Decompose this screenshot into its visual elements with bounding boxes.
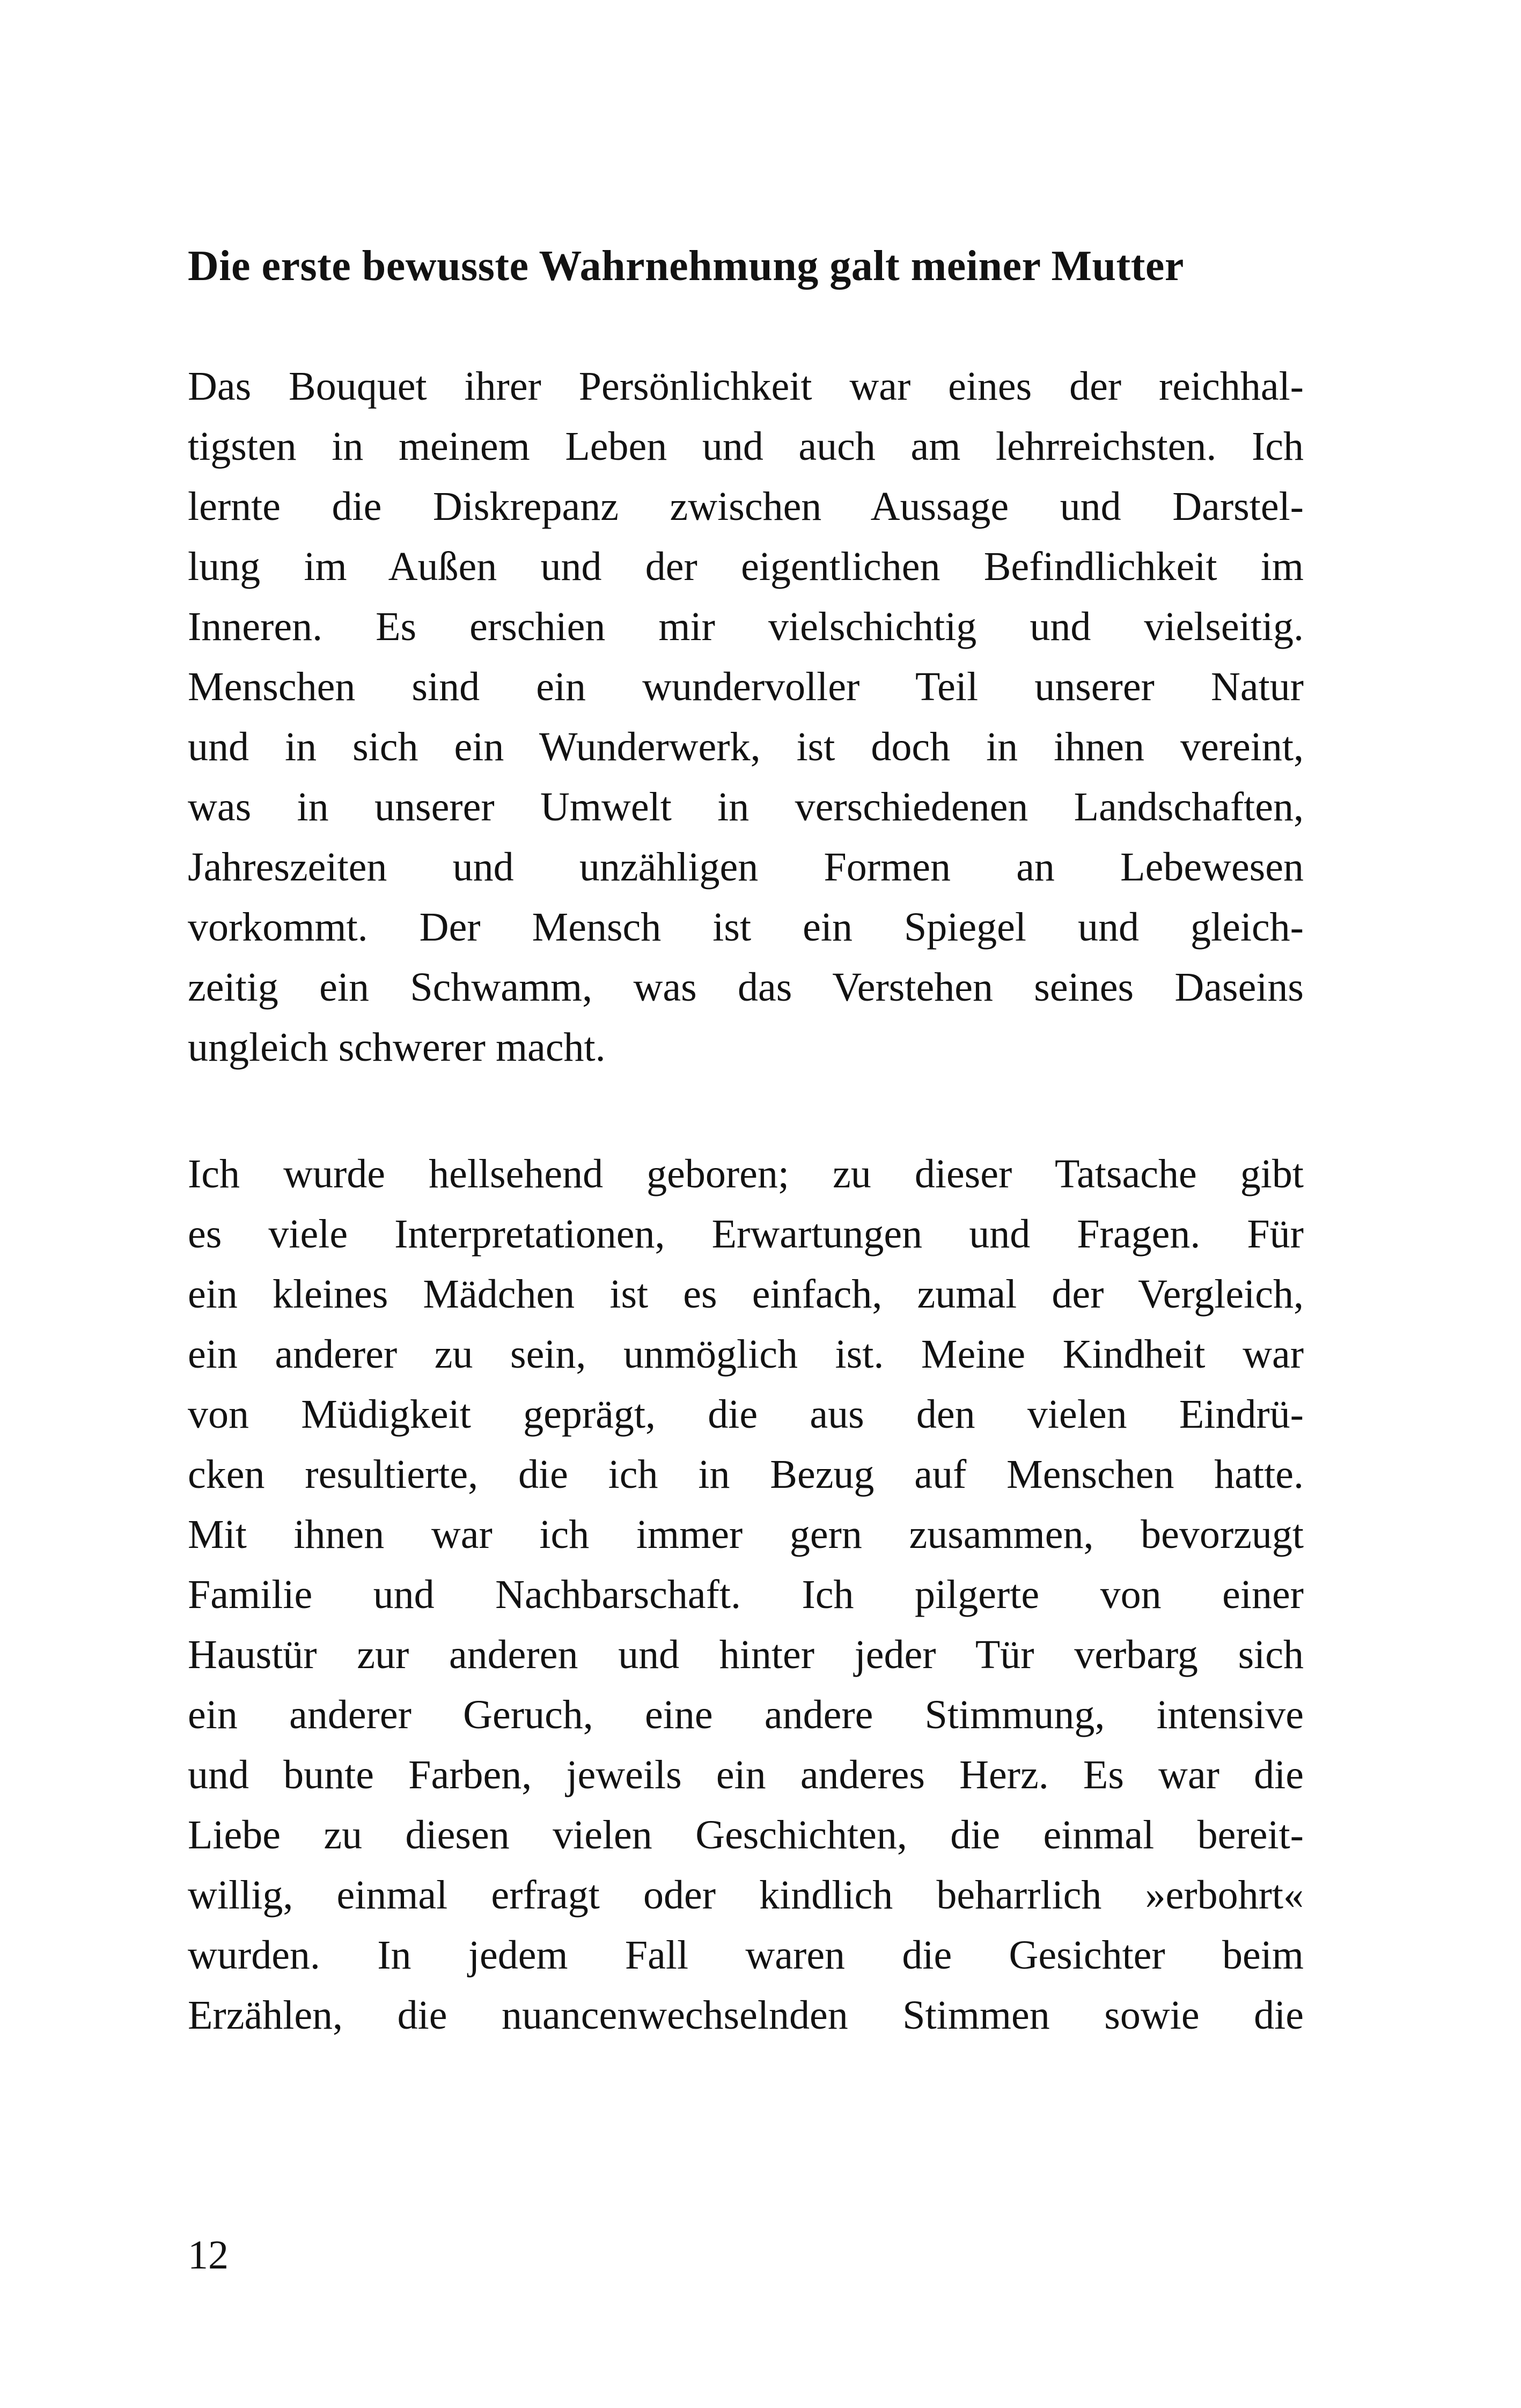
text-line: Mit ihnen war ich immer gern zusammen, bevorzugt	[188, 1512, 1304, 1557]
text-line: von Müdigkeit geprägt, die aus den vielen Eindrü-	[188, 1392, 1304, 1437]
text-line: zeitig ein Schwamm, was das Verstehen seines Daseins	[188, 965, 1304, 1010]
text-line: lung im Außen und der eigentlichen Befindlichkeit im	[188, 544, 1304, 589]
text-line: Inneren. Es erschien mir vielschichtig und vielseitig.	[188, 604, 1304, 649]
text-line: lernte die Diskrepanz zwischen Aussage und Darstel-	[188, 484, 1304, 529]
text-line: ein anderer zu sein, unmöglich ist. Meine Kindheit war	[188, 1332, 1304, 1377]
text-line: Haustür zur anderen und hinter jeder Tür verbarg sich	[188, 1632, 1304, 1677]
paragraph-2	[188, 1144, 1304, 2045]
text-line: es viele Interpretationen, Erwartungen und Fragen. Für	[188, 1212, 1304, 1257]
page-number: 12	[188, 2233, 229, 2278]
text-line: Das Bouquet ihrer Persönlichkeit war eines der reichhal-	[188, 364, 1304, 409]
text-line: und bunte Farben, jeweils ein anderes Herz. Es war die	[188, 1752, 1304, 1797]
text-line: willig, einmal erfragt oder kindlich beharrlich »erbohrt«	[188, 1873, 1304, 1918]
text-line: tigsten in meinem Leben und auch am lehrreichsten. Ich	[188, 424, 1304, 469]
chapter-heading: Die erste bewusste Wahrnehmung galt meiner Mutter	[188, 243, 1184, 290]
text-line: vorkommt. Der Mensch ist ein Spiegel und gleich-	[188, 905, 1304, 950]
text-line: ein anderer Geruch, eine andere Stimmung, intensive	[188, 1692, 1304, 1737]
text-line: ungleich schwerer macht.	[188, 1025, 606, 1070]
text-line: wurden. In jedem Fall waren die Gesichter beim	[188, 1933, 1304, 1978]
text-line: ein kleines Mädchen ist es einfach, zumal der Vergleich,	[188, 1272, 1304, 1317]
text-line: was in unserer Umwelt in verschiedenen Landschaften,	[188, 784, 1304, 829]
text-line: Erzählen, die nuancenwechselnden Stimmen sowie die	[188, 1993, 1304, 2038]
text-line: Menschen sind ein wundervoller Teil unserer Natur	[188, 664, 1304, 709]
paragraph-1	[188, 356, 1304, 1077]
text-line: Ich wurde hellsehend geboren; zu dieser Tatsache gibt	[188, 1151, 1304, 1196]
text-line: und in sich ein Wunderwerk, ist doch in ihnen vereint,	[188, 724, 1304, 769]
text-line: Liebe zu diesen vielen Geschichten, die einmal bereit-	[188, 1812, 1304, 1858]
text-line: Jahreszeiten und unzähligen Formen an Lebewesen	[188, 845, 1304, 890]
text-line: Familie und Nachbarschaft. Ich pilgerte von einer	[188, 1572, 1304, 1617]
text-line: cken resultierte, die ich in Bezug auf Menschen hatte.	[188, 1452, 1304, 1497]
